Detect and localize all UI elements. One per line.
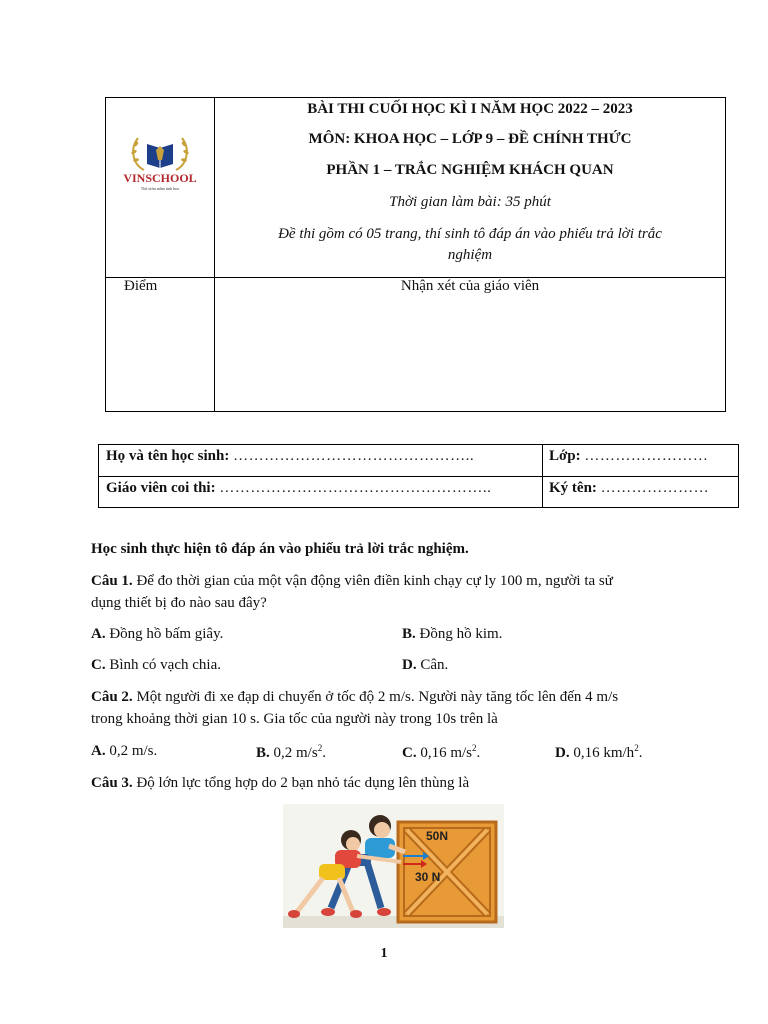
- exam-time: Thời gian làm bài: 35 phút: [389, 194, 551, 210]
- instructions: Học sinh thực hiện tô đáp án vào phiếu trả lời trắc nghiệm.: [91, 541, 469, 557]
- option-text: Đồng hồ kim.: [415, 626, 503, 642]
- question-1: [91, 573, 613, 590]
- option-letter: D.: [555, 745, 570, 761]
- option-end: .: [322, 745, 326, 761]
- question-2-line2: trong khoảng thời gian 10 s. Gia tốc của người này trong 10s trên là: [91, 711, 498, 727]
- question-text: Một người đi xe đạp di chuyển ở tốc độ 2 m/s. Người này tăng tốc lên đến 4 m/s: [132, 689, 619, 705]
- score-label: Điểm: [124, 278, 158, 294]
- option-superscript: 2: [634, 743, 639, 753]
- option-1a[interactable]: [91, 626, 223, 643]
- option-letter: C.: [91, 657, 106, 673]
- student-name-dots: ………………………………………..: [233, 448, 475, 464]
- exam-subject: MÔN: KHOA HỌC – LỚP 9 – ĐỀ CHÍNH THỨC: [308, 131, 632, 147]
- signature-label: Ký tên:: [549, 480, 597, 496]
- option-text: 0,16 km/h: [569, 745, 635, 761]
- option-superscript: 2: [472, 743, 477, 753]
- page-number: 1: [380, 946, 388, 961]
- option-text: 0,2 m/s.: [105, 743, 158, 759]
- proctor-label: Giáo viên coi thi:: [106, 480, 216, 496]
- exam-title: BÀI THI CUỐI HỌC KÌ I NĂM HỌC 2022 – 2023: [307, 101, 633, 117]
- option-text: Cân.: [416, 657, 449, 673]
- table-divider: [542, 445, 543, 507]
- exam-note-line1: Đề thi gồm có 05 trang, thí sinh tô đáp án vào phiếu trả lời trắc: [278, 226, 662, 242]
- option-text: 0,2 m/s: [269, 745, 318, 761]
- proctor-field[interactable]: [106, 480, 491, 497]
- option-letter: A.: [91, 743, 106, 759]
- force-label-50n: 50N: [426, 829, 449, 843]
- student-name-label: Họ và tên học sinh:: [106, 448, 230, 464]
- table-divider: [99, 476, 738, 477]
- signature-dots: …………………: [600, 480, 710, 496]
- question-text: Độ lớn lực tổng hợp do 2 bạn nhỏ tác dụng lên thùng là: [132, 775, 470, 791]
- option-end: .: [476, 745, 481, 761]
- option-superscript: 2: [317, 743, 323, 753]
- exam-part: PHẦN 1 – TRẮC NGHIỆM KHÁCH QUAN: [326, 162, 614, 178]
- question-1-line2: dụng thiết bị đo nào sau đây?: [91, 595, 267, 611]
- force-label-30n: 30 N: [415, 870, 441, 884]
- school-logo: [114, 126, 206, 198]
- student-name-field[interactable]: [106, 448, 474, 465]
- kids-pushing-crate-illustration: [283, 804, 504, 928]
- class-label: Lớp:: [549, 448, 581, 464]
- option-2c[interactable]: [402, 743, 480, 762]
- logo-text: VINSCHOOL: [123, 171, 197, 185]
- option-2a[interactable]: [91, 743, 157, 760]
- question-3: [91, 775, 469, 792]
- question-text: Để đo thời gian của một vận động viên điền kinh chạy cự ly 100 m, người ta sử: [132, 573, 613, 589]
- exam-header-table: [105, 97, 726, 412]
- option-text: Bình có vạch chia.: [105, 657, 221, 673]
- option-letter: C.: [402, 745, 417, 761]
- option-1b[interactable]: [402, 626, 502, 643]
- option-letter: B.: [256, 745, 270, 761]
- class-dots: ……………………: [584, 448, 709, 464]
- question-number: Câu 2.: [91, 689, 133, 705]
- student-info-table: [98, 444, 739, 508]
- logo-tagline: Nơi ươm mầm tinh hoa: [141, 186, 179, 191]
- teacher-comment-label: Nhận xét của giáo viên: [400, 278, 540, 294]
- option-end: .: [638, 745, 643, 761]
- option-letter: B.: [402, 626, 416, 642]
- question-number: Câu 1.: [91, 573, 133, 589]
- option-1d[interactable]: [402, 657, 448, 674]
- option-letter: D.: [402, 657, 417, 673]
- option-2d[interactable]: [555, 743, 642, 762]
- class-field[interactable]: [549, 448, 708, 465]
- option-1c[interactable]: [91, 657, 221, 674]
- option-2b[interactable]: [256, 743, 326, 762]
- proctor-dots: ……………………………………………..: [219, 480, 492, 496]
- signature-field[interactable]: [549, 480, 709, 497]
- question-number: Câu 3.: [91, 775, 133, 791]
- option-letter: A.: [91, 626, 106, 642]
- option-text: 0,16 m/s: [416, 745, 473, 761]
- exam-note-line2: nghiệm: [447, 247, 493, 263]
- option-text: Đồng hồ bấm giây.: [105, 626, 224, 642]
- question-2: [91, 689, 618, 706]
